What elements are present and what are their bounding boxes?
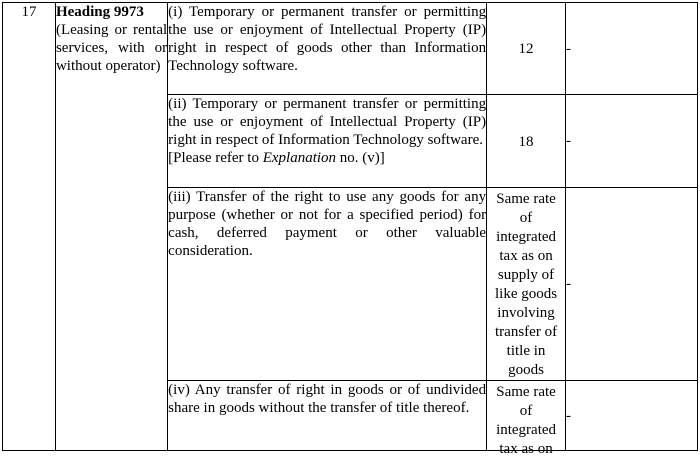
rate-clip — [487, 381, 565, 457]
explanation-note — [168, 149, 486, 167]
description-item-4: (iv) Any transfer of right in goods or of undivided share in goods without the transfer of title thereof. — [168, 381, 487, 451]
description-item-2 — [168, 95, 487, 188]
description-item-3: (iii) Transfer of the right to use any goods for any purpose (whether or not for a specified period) for cash, deferred payment or other valuable consideration. — [168, 188, 487, 381]
condition-item-3: - — [566, 188, 698, 381]
heading-title: Heading 9973 — [55, 4, 144, 20]
rate-item-2 — [487, 95, 566, 188]
tariff-table — [2, 2, 698, 457]
rate-text: Same rate of integrated tax as on supply of like goods involving transfer of title in goods — [495, 191, 558, 378]
rate-text: Same rate of integrated tax as on — [496, 384, 557, 457]
condition-item-2: - — [566, 95, 698, 188]
note-suffix: no. (v)] — [336, 150, 385, 166]
rate-value: 12 — [518, 41, 534, 57]
rate-value: 18 — [518, 133, 534, 150]
serial-number: 17 — [3, 3, 56, 451]
heading-cell — [55, 3, 167, 451]
description-item-1: (i) Temporary or permanent transfer or permitting the use or enjoyment of Intellectual Property (IP) right in respect of goods other than Information Technology software. — [168, 3, 487, 95]
description-text: (ii) Temporary or permanent transfer or permitting the use or enjoyment of Intellectual Property (IP) right in respect of Information Technology software. — [168, 96, 487, 148]
condition-item-1: - — [566, 3, 698, 95]
condition-item-4: - — [566, 381, 698, 451]
rate-item-1 — [487, 3, 566, 95]
heading-description: (Leasing or rental services, with or without operator) — [55, 22, 168, 74]
note-italic: Explanation — [262, 150, 337, 166]
rate-item-3 — [487, 188, 566, 381]
rate-item-4 — [487, 381, 566, 457]
note-prefix: [Please refer to — [168, 150, 263, 166]
table-row — [3, 3, 698, 95]
